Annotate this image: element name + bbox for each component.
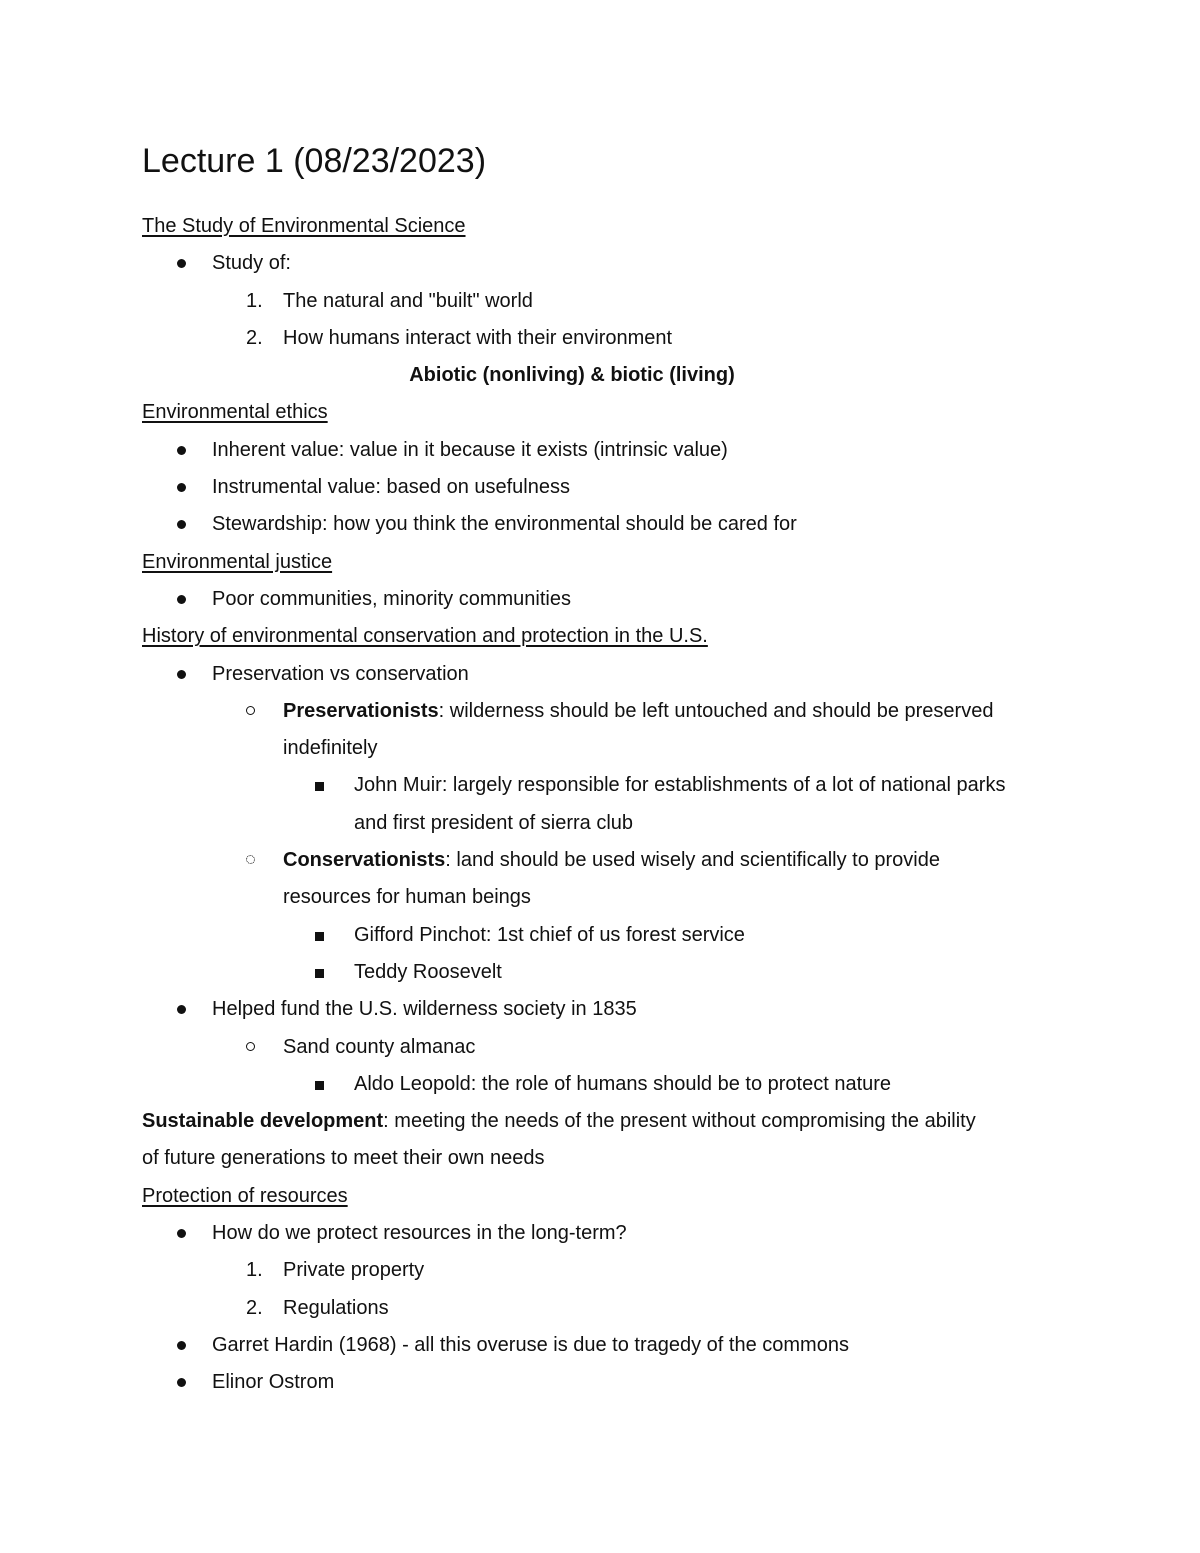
sub-list-item [142, 1029, 1062, 1066]
list-item-text: Stewardship: how you think the environmental should be cared for [212, 513, 797, 536]
section-heading: The Study of Environmental Science [142, 215, 466, 237]
document-page [142, 140, 1062, 1402]
definition-text: : meeting the needs of the present without compromising the ability [383, 1110, 976, 1133]
list-item-text: Aldo Leopold: the role of humans should be to protect nature [354, 1072, 892, 1095]
numbered-item [142, 1252, 1062, 1289]
numbered-item [142, 283, 1062, 320]
continuation-line: and first president of sierra club [354, 811, 634, 834]
list-item [142, 1215, 1062, 1252]
sub-sub-list-item [142, 954, 1062, 991]
list-item-text: Helped fund the U.S. wilderness society in 1835 [212, 998, 637, 1021]
term: Preservationists [283, 699, 439, 722]
section-heading: Environmental justice [142, 550, 333, 573]
list-item-text: Preservation vs conservation [212, 662, 469, 685]
section-heading: Environmental ethics [142, 401, 328, 424]
list-item-text: The natural and "built" world [283, 289, 533, 312]
list-item-text: Poor communities, minority communities [212, 587, 571, 610]
numbered-item [142, 320, 1062, 357]
list-item-text: How humans interact with their environment [283, 326, 673, 349]
list-item [142, 1327, 1062, 1364]
list-item-text: John Muir: largely responsible for establishments of a lot of national parks [354, 774, 1006, 797]
item-number: 1. [246, 1259, 263, 1282]
list-item [142, 506, 1062, 543]
numbered-item [142, 1290, 1062, 1327]
sub-list-item [142, 842, 1062, 879]
sub-sub-list-item [142, 767, 1062, 804]
list-item [142, 991, 1062, 1028]
item-number: 2. [246, 1296, 263, 1319]
sub-list-item [142, 693, 1062, 730]
list-item [142, 245, 1062, 282]
list-item [142, 469, 1062, 506]
continuation-line: of future generations to meet their own needs [142, 1147, 545, 1170]
definition-paragraph [142, 1103, 1062, 1140]
item-number: 1. [246, 289, 263, 312]
definition-text: : land should be used wisely and scientifically to provide [445, 849, 940, 872]
list-item-text: Sand county almanac [283, 1035, 476, 1058]
list-item-text: Teddy Roosevelt [354, 960, 502, 983]
list-item-text: Garret Hardin (1968) - all this overuse is due to tragedy of the commons [212, 1333, 849, 1356]
sub-sub-list-item [142, 1066, 1062, 1103]
list-item [142, 581, 1062, 618]
page-title: Lecture 1 (08/23/2023) [142, 142, 487, 180]
list-item-text: Study of: [212, 252, 291, 275]
list-item-text: Inherent value: value in it because it exists (intrinsic value) [212, 438, 728, 461]
continuation-line: indefinitely [283, 737, 378, 760]
term: Sustainable development [142, 1110, 384, 1133]
section-heading: Protection of resources [142, 1184, 348, 1207]
term: Conservationists [283, 849, 446, 872]
list-item-text: Gifford Pinchot: 1st chief of us forest service [354, 923, 745, 946]
list-item-text: Regulations [283, 1296, 389, 1319]
item-number: 2. [246, 326, 263, 349]
list-item-text: Instrumental value: based on usefulness [212, 476, 570, 499]
list-item-text: Private property [283, 1259, 425, 1282]
definition-text: : wilderness should be left untouched and should be preserved [438, 699, 994, 722]
section-heading: History of environmental conservation and protection in the U.S. [142, 625, 708, 648]
list-item [142, 432, 1062, 469]
list-item-text: How do we protect resources in the long-term? [212, 1222, 627, 1245]
list-item [142, 656, 1062, 693]
continuation-line: resources for human beings [283, 886, 531, 909]
centered-bold-line: Abiotic (nonliving) & biotic (living) [409, 364, 735, 387]
sub-sub-list-item [142, 917, 1062, 954]
list-item [142, 1364, 1062, 1401]
list-item-text: Elinor Ostrom [212, 1371, 335, 1394]
